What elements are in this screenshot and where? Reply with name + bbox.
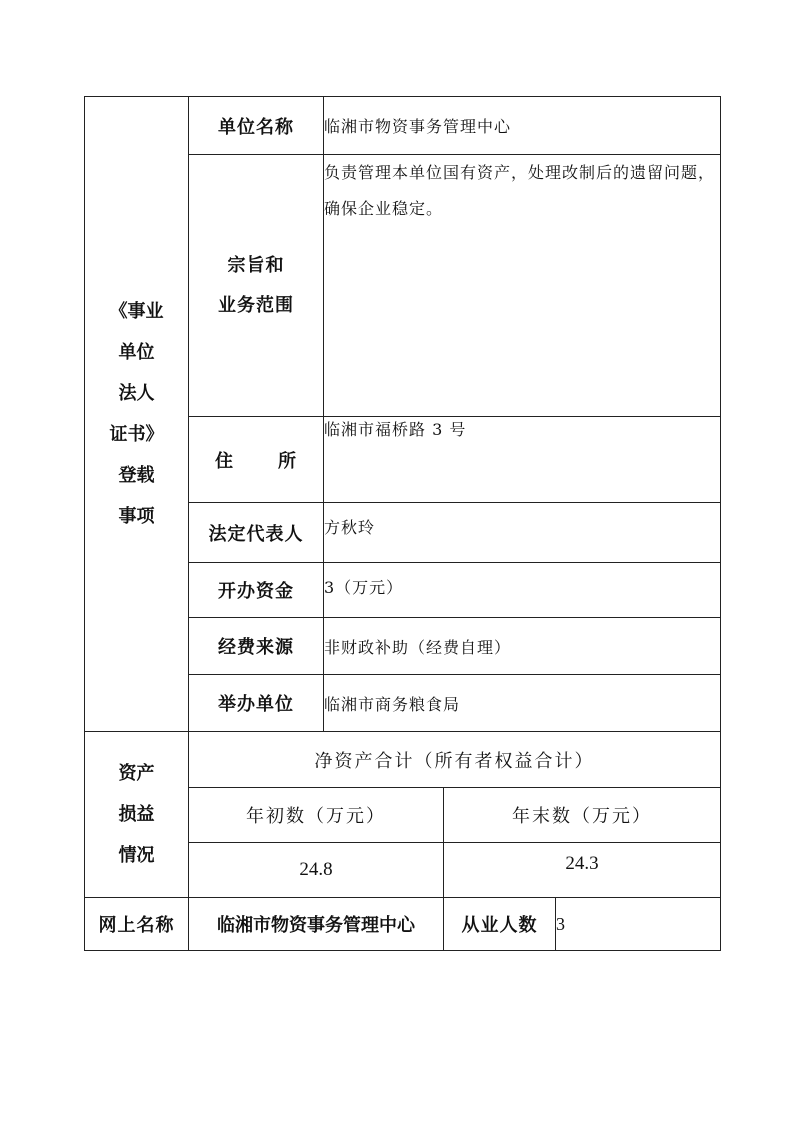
online-name-value: 临湘市物资事务管理中心 — [189, 898, 444, 951]
end-year-header: 年末数（万元） — [444, 788, 721, 843]
row-footer — [85, 898, 721, 951]
registration-label-line: 单位 — [118, 342, 155, 363]
registration-form-table — [84, 96, 721, 951]
registration-label-line: 事项 — [118, 506, 155, 527]
purpose-label-line: 业务范围 — [218, 294, 294, 316]
begin-year-header: 年初数（万元） — [189, 788, 444, 843]
row-unit-name — [85, 97, 721, 155]
address-label — [189, 417, 324, 503]
begin-year-value: 24.8 — [189, 843, 444, 898]
staff-count-value: 3 — [556, 898, 721, 951]
assets-label-line: 损益 — [118, 804, 155, 825]
net-assets-header: 净资产合计（所有者权益合计） — [189, 732, 721, 788]
purpose-value: 负责管理本单位国有资产，处理改制后的遗留问题，确保企业稳定。 — [324, 155, 721, 417]
assets-label-line: 情况 — [118, 845, 155, 866]
unit-name-label: 单位名称 — [189, 97, 324, 155]
start-capital-value: 3（万元） — [324, 563, 721, 618]
start-capital-label: 开办资金 — [189, 563, 324, 618]
purpose-label-line: 宗旨和 — [227, 254, 285, 276]
funding-source-value: 非财政补助（经费自理） — [324, 618, 721, 675]
address-value: 临湘市福桥路 3 号 — [324, 417, 721, 503]
purpose-label — [189, 155, 324, 417]
address-label-char: 所 — [278, 450, 297, 472]
registration-section-label — [85, 97, 189, 732]
legal-rep-label: 法定代表人 — [189, 503, 324, 563]
end-year-value: 24.3 — [444, 843, 721, 898]
address-label-char: 住 — [215, 450, 234, 472]
row-net-assets-header — [85, 732, 721, 788]
registration-label-line: 法人 — [118, 383, 155, 404]
sponsor-label: 举办单位 — [189, 675, 324, 732]
staff-count-label: 从业人数 — [444, 898, 556, 951]
online-name-label: 网上名称 — [85, 898, 189, 951]
unit-name-value: 临湘市物资事务管理中心 — [324, 97, 721, 155]
registration-label-line: 登载 — [118, 465, 155, 486]
funding-source-label: 经费来源 — [189, 618, 324, 675]
assets-label-line: 资产 — [118, 763, 155, 784]
sponsor-value: 临湘市商务粮食局 — [324, 675, 721, 732]
assets-section-label — [85, 732, 189, 898]
registration-label-line: 《事业 — [109, 301, 164, 322]
legal-rep-value: 方秋玲 — [324, 503, 721, 563]
registration-label-line: 证书》 — [109, 424, 164, 445]
